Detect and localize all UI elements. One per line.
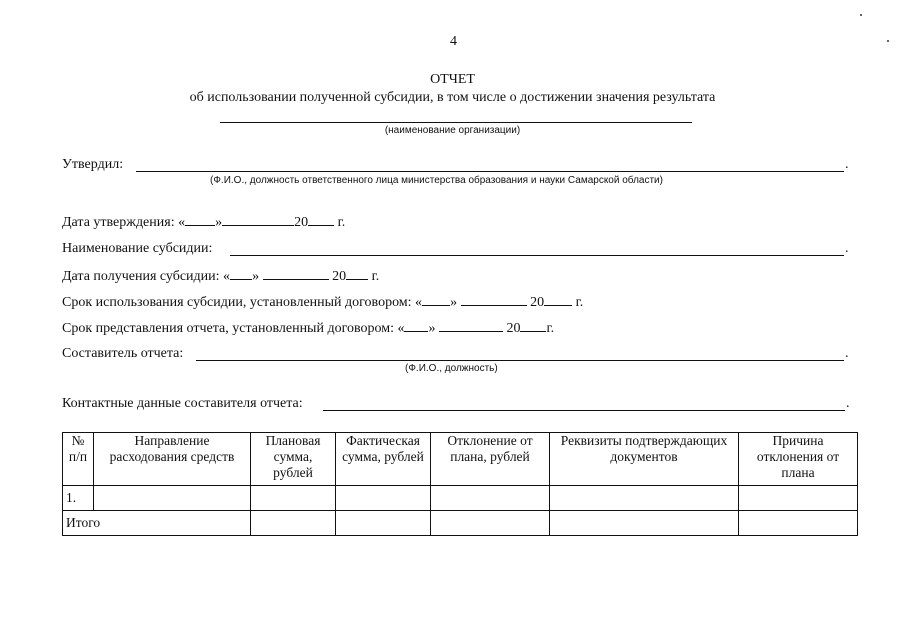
year-blank[interactable] bbox=[346, 268, 368, 280]
reason-cell[interactable] bbox=[739, 486, 858, 511]
actual-cell[interactable] bbox=[336, 486, 431, 511]
compiler-label: Составитель отчета: bbox=[62, 346, 184, 361]
header-actual: Фактическая сумма, рублей bbox=[336, 433, 431, 486]
subsidy-name-end: . bbox=[845, 241, 849, 256]
total-documents-cell[interactable] bbox=[550, 511, 739, 536]
report-term-year: 20 bbox=[506, 321, 521, 336]
report-term-suffix: г. bbox=[546, 321, 555, 336]
contacts-end: . bbox=[846, 396, 850, 411]
report-term-label: Срок представления отчета, установленный договором: « bbox=[62, 321, 405, 336]
contacts-line[interactable] bbox=[323, 397, 845, 411]
receipt-date-suffix: г. bbox=[371, 269, 380, 284]
total-row bbox=[63, 511, 858, 536]
month-blank[interactable] bbox=[439, 320, 503, 332]
usage-term-field[interactable] bbox=[62, 294, 583, 311]
report-subtitle: об использовании полученной субсидии, в том числе о достижении значения результата bbox=[189, 90, 716, 105]
approval-date-label: Дата утверждения: « bbox=[62, 215, 186, 230]
approved-end: . bbox=[845, 157, 849, 172]
usage-term-quote: » bbox=[450, 295, 458, 310]
year-blank[interactable] bbox=[308, 214, 334, 226]
total-reason-cell[interactable] bbox=[739, 511, 858, 536]
approval-date-year: 20 bbox=[294, 215, 309, 230]
header-direction: Направление расходования средств bbox=[94, 433, 251, 486]
report-term-field[interactable] bbox=[62, 320, 554, 337]
approval-date-field[interactable] bbox=[62, 214, 345, 231]
approval-date-suffix: г. bbox=[337, 215, 346, 230]
compiler-caption: (Ф.И.О., должность) bbox=[405, 363, 498, 374]
header-planned: Плановая сумма, рублей bbox=[251, 433, 336, 486]
day-blank[interactable] bbox=[404, 320, 428, 332]
planned-cell[interactable] bbox=[251, 486, 336, 511]
scan-speck bbox=[887, 40, 889, 42]
compiler-line[interactable] bbox=[196, 347, 844, 361]
month-blank[interactable] bbox=[222, 214, 294, 226]
deviation-cell[interactable] bbox=[431, 486, 550, 511]
organization-caption: (наименование организации) bbox=[384, 125, 521, 136]
total-label: Итого bbox=[63, 511, 251, 536]
receipt-date-label: Дата получения субсидии: « bbox=[62, 269, 231, 284]
compiler-end: . bbox=[845, 346, 849, 361]
approved-caption: (Ф.И.О., должность ответственного лица министерства образования и науки Самарской области) bbox=[210, 175, 663, 186]
report-term-quote: » bbox=[428, 321, 436, 336]
table-row bbox=[63, 486, 858, 511]
approved-label: Утвердил: bbox=[62, 157, 124, 172]
row-number-cell: 1. bbox=[63, 486, 94, 511]
usage-term-label: Срок использования субсидии, установленный договором: « bbox=[62, 295, 423, 310]
table-header-row bbox=[63, 433, 858, 486]
year-blank[interactable] bbox=[520, 320, 546, 332]
total-planned-cell[interactable] bbox=[251, 511, 336, 536]
organization-name-line[interactable] bbox=[220, 110, 692, 123]
page-number: 4 bbox=[450, 34, 457, 49]
receipt-date-year: 20 bbox=[332, 269, 347, 284]
day-blank[interactable] bbox=[230, 268, 252, 280]
usage-term-year: 20 bbox=[530, 295, 545, 310]
usage-term-suffix: г. bbox=[575, 295, 584, 310]
month-blank[interactable] bbox=[263, 268, 329, 280]
header-deviation: Отклонение от плана, рублей bbox=[431, 433, 550, 486]
total-deviation-cell[interactable] bbox=[431, 511, 550, 536]
documents-cell[interactable] bbox=[550, 486, 739, 511]
approval-date-quote: » bbox=[215, 215, 223, 230]
report-table bbox=[62, 432, 858, 536]
day-blank[interactable] bbox=[185, 214, 215, 226]
report-title: ОТЧЕТ bbox=[430, 72, 475, 87]
receipt-date-field[interactable] bbox=[62, 268, 379, 285]
day-blank[interactable] bbox=[422, 294, 450, 306]
header-documents: Реквизиты подтверждающих документов bbox=[550, 433, 739, 486]
header-reason: Причина отклонения от плана bbox=[739, 433, 858, 486]
direction-cell[interactable] bbox=[94, 486, 251, 511]
subsidy-name-line[interactable] bbox=[230, 242, 844, 256]
receipt-date-quote: » bbox=[252, 269, 260, 284]
approved-by-line[interactable] bbox=[136, 158, 844, 172]
year-blank[interactable] bbox=[544, 294, 572, 306]
contacts-label: Контактные данные составителя отчета: bbox=[62, 396, 303, 411]
scan-speck bbox=[860, 14, 862, 16]
header-number: № п/п bbox=[63, 433, 94, 486]
subsidy-name-label: Наименование субсидии: bbox=[62, 241, 213, 256]
month-blank[interactable] bbox=[461, 294, 527, 306]
total-actual-cell[interactable] bbox=[336, 511, 431, 536]
